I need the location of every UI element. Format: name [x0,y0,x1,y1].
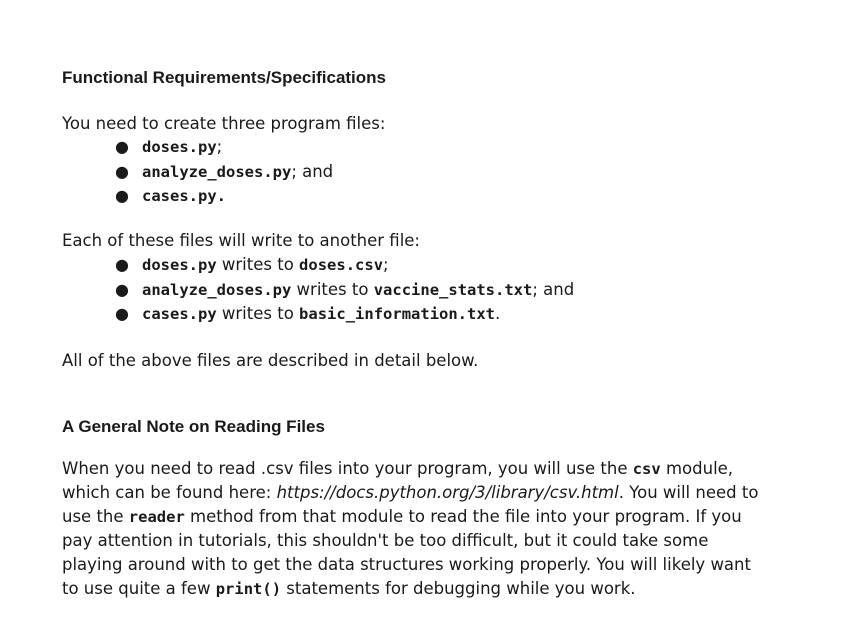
output-filename: vaccine_stats.txt [373,280,533,299]
source-filename: cases.py [142,305,217,323]
output-files-list [112,253,574,327]
section-heading-functional-requirements: Functional Requirements/Specifications [62,68,387,87]
output-filename: doses.csv [299,256,384,274]
source-filename: analyze_doses.py [142,280,292,299]
output-filename: basic_information.txt [299,305,496,323]
bullet-icon: ● [115,279,129,299]
bullet-icon: ● [115,186,129,205]
reading-files-paragraph: When you need to read .csv files into your program, you will use the csv module, which can be found here: https://docs.python.org/3/library/csv.html. You will need to use the reader method from that module to read the file into your program. If you pay attention in tutorials, this shouldn't be too difficult, but it could take some playing around with to get the data structures working properly. You will likely want to use quite a few print() statements for debugging while you work. [62,459,759,598]
closing-paragraph: All of the above files are described in detail below. [62,351,479,370]
list-item: ● analyze_doses.py; and [112,160,333,185]
filename: cases.py. [142,187,226,205]
filename: analyze_doses.py [142,162,292,181]
bullet-icon: ● [115,255,129,274]
list-item: ● cases.py writes to basic_information.txt. [112,302,574,327]
filename: doses.py [142,138,217,156]
intro-paragraph: You need to create three program files: [62,114,386,133]
reader-method-code: reader [128,508,185,526]
bullet-icon: ● [115,137,129,156]
section-heading-reading-files: A General Note on Reading Files [62,417,325,436]
writes-intro-paragraph: Each of these files will write to another file: [62,231,420,250]
csv-docs-link[interactable]: https://docs.python.org/3/library/csv.html [276,483,619,502]
list-item: ● doses.py writes to doses.csv; [112,253,574,278]
list-item: ● analyze_doses.py writes to vaccine_stats.txt; and [112,278,574,303]
bullet-icon: ● [115,304,129,323]
print-function-code: print() [215,580,282,598]
list-item [112,184,333,209]
source-filename: doses.py [142,256,217,274]
csv-module-code: csv [632,460,661,478]
list-item: ● doses.py; [112,135,333,160]
bullet-icon: ● [115,161,129,181]
program-files-list [112,135,333,209]
